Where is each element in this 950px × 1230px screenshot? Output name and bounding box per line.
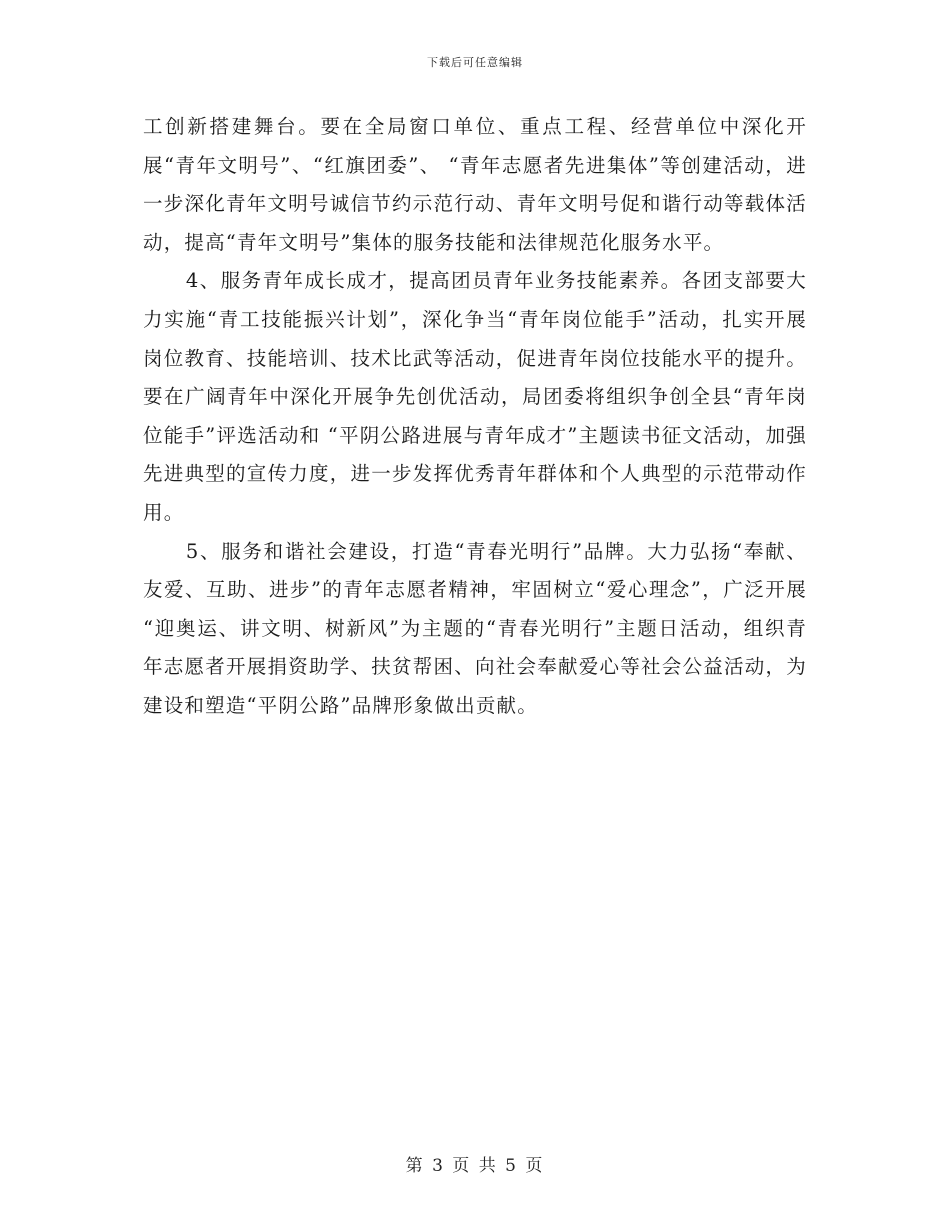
page-header: 下载后可任意编辑 [427, 56, 523, 69]
paragraph-item-4: 4、服务青年成长成才，提高团员青年业务技能素养。各团支部要大力实施“青工技能振兴计划”，深化争当“青年岗位能手”活动，扎实开展岗位教育、技能培训、技术比武等活动，促进青年岗位技能水平的提升。要在广阔青年中深化开展争先创优活动，局团委将组织争创全县“青年岗位能手”评选活动和 “平阴公路进展与青年成才”主题读书征文活动，加强先进典型的宣传力度，进一步发挥优秀青年群体和个人典型的示范带动作用。 [143, 269, 807, 524]
paragraph-continued: 工创新搭建舞台。要在全局窗口单位、重点工程、经营单位中深化开展“青年文明号”、“红旗团委”、 “青年志愿者先进集体”等创建活动，进一步深化青年文明号诚信节约示范行动、青年文明号促和谐行动等载体活动，提高“青年文明号”集体的服务技能和法律规范化服务水平。 [143, 115, 807, 254]
page-number-footer: 第 3 页 共 5 页 [405, 1156, 545, 1176]
paragraph-item-5: 5、服务和谐社会建设，打造“青春光明行”品牌。大力弘扬“奉献、友爱、互助、进步”的青年志愿者精神，牢固树立“爱心理念”，广泛开展 “迎奥运、讲文明、树新风”为主题的“青春光明行”主题日活动，组织青年志愿者开展捐资助学、扶贫帮困、向社会奉献爱心等社会公益活动，为建设和塑造“平阴公路”品牌形象做出贡献。 [143, 539, 807, 717]
document-body [143, 108, 807, 726]
